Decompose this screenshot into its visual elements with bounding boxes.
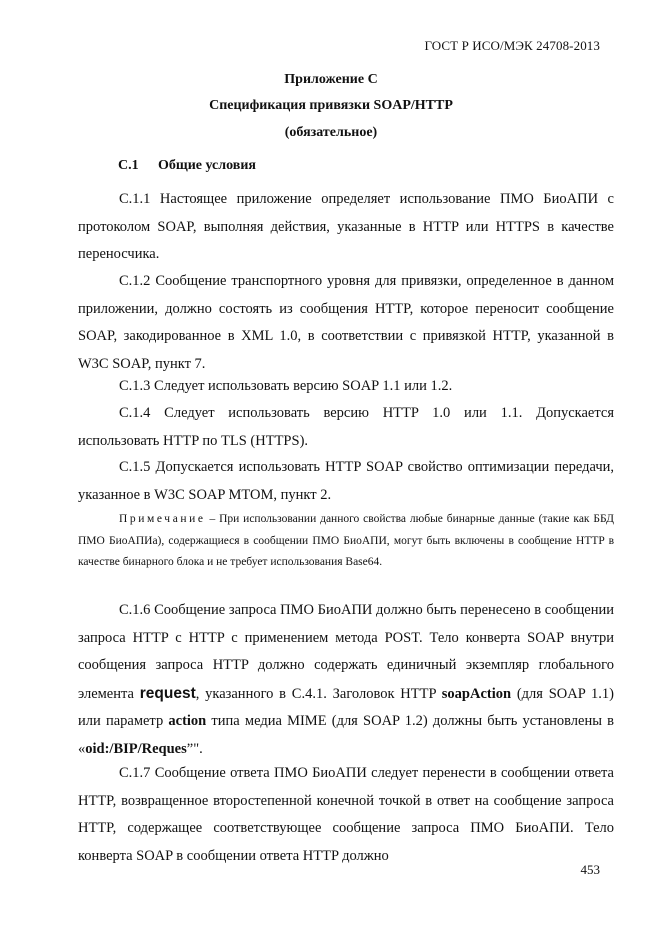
paragraph-c-1-1: С.1.1 Настоящее приложение определяет использование ПМО БиоАПИ с протоколом SOAP, выполняя действия, указанные в HTTP или HTTPS в качестве переносчика. [78, 191, 614, 262]
paragraph-c-1-4: С.1.4 Следует использовать версию HTTP 1.0 или 1.1. Допускается использовать HTTP по TLS (HTTPS). [78, 405, 614, 449]
paragraph-c-1-5: С.1.5 Допускается использовать HTTP SOAP свойство оптимизации передачи, указанное в W3C SOAP MTOM, пункт 2. [78, 459, 614, 503]
paragraph-c-1-6 [78, 597, 614, 763]
appendix-status: (обязательное) [284, 125, 378, 140]
appendix-title: Приложение С [284, 72, 378, 87]
section-title: Общие условия [158, 158, 256, 173]
p6-soapaction: soapAction [441, 685, 512, 702]
p6-uri: oid:/BIP/Reques [85, 740, 187, 757]
p6-action: action [168, 713, 207, 729]
paragraph-c-1-2: С.1.2 Сообщение транспортного уровня для привязки, определенное в данном приложении, должно состоять из сообщения HTTP, которое переносит сообщение SOAP, закодированное в XML 1.0, в соответствии с привязкой HTTP, указанной в W3C SOAP, пункт 7. [78, 273, 614, 372]
appendix-name: Спецификация привязки SOAP/HTTP [209, 98, 453, 113]
p6-text-1: С.1.6 Сообщение запроса ПМО БиоАПИ должно быть перенесено в сообщении запроса HTTP с HTTP с применением метода POST. Тело конверта SOAP внутри сообщения запроса HTTP должно содержать единичный экземпляр глобального элемента [78, 602, 614, 702]
note-dash: – [205, 513, 220, 525]
p6-text-5: ”". [186, 740, 203, 757]
p6-text-2: , указанного в С.4.1. Заголовок HTTP [195, 685, 442, 702]
section-number: C.1 [118, 158, 139, 173]
note-text: При использовании данного свойства любые бинарные данные (такие как ББД ПМО БиоАПИа), содержащиеся в сообщении ПМО БиоАПИ, могут быть включены в сообщение HTTP в качестве бинарного блока и не требует использования Base64. [78, 513, 614, 568]
p6-element-request: request [139, 684, 196, 702]
standard-header: ГОСТ Р ИСО/МЭК 24708-2013 [424, 38, 600, 53]
paragraph-c-1-7: С.1.7 Сообщение ответа ПМО БиоАПИ следует перенести в сообщении ответа HTTP, возвращенное второстепенной конечной точкой в ответ на сообщение запроса HTTP, содержащее соответствующее сообщение запроса ПМО БиоАПИ. Тело конверта SOAP в сообщении ответа HTTP должно [78, 765, 614, 864]
note-label: Примечание [119, 513, 206, 525]
note-block [78, 509, 614, 574]
section-heading [118, 158, 256, 174]
p6-text-4: типа медиа MIME (для SOAP 1.2) должны быть установлены в « [78, 713, 615, 757]
p6-text-3: (для SOAP 1.1) или параметр [78, 685, 614, 729]
page-number: 453 [580, 862, 600, 877]
paragraph-c-1-3: С.1.3 Следует использовать версию SOAP 1.1 или 1.2. [119, 378, 453, 394]
